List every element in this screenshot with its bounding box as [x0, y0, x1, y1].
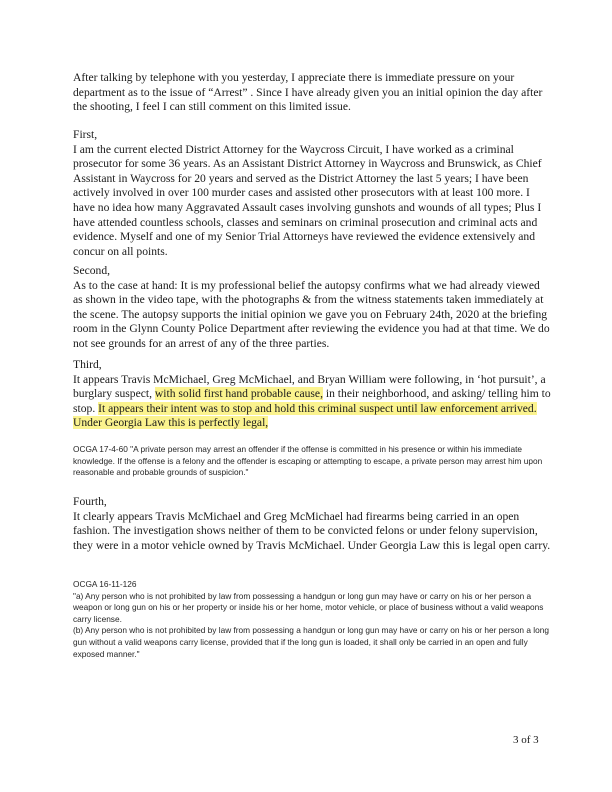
highlight-probable-cause: with solid first hand probable cause, [154, 387, 323, 401]
intro-text: After talking by telephone with you yesterday, I appreciate there is immediate pressure on your department as to the issue of “Arrest” . Since I have already given you an initial opinion the day after the shooting, I feel I can still comment on this limited issue. [73, 71, 543, 114]
first-section [73, 128, 551, 259]
third-body [73, 373, 551, 431]
statute1-text: OCGA 17-4-60 "A private person may arrest an offender if the offense is committed in his presence or within his immediate knowledge. If the offense is a felony and the offender is escaping or attempting to escape, a private person may arrest him upon reasonable and probable grounds of suspicion." [73, 444, 543, 478]
third-text-plain: It appears Travis McMichael, Greg McMichael, and Bryan William were following, in ‘hot pursuit’, a burglary suspect, [73, 372, 546, 401]
intro-paragraph [73, 71, 551, 115]
third-section [73, 358, 551, 431]
second-section [73, 264, 551, 352]
statute2-a: "a) Any person who is not prohibited by law from possessing a handgun or long gun may have or carry on his or her person a weapon or long gun on his or her property or inside his or her home, motor vehicle, or place of business without a valid weapons carry license. [73, 590, 544, 624]
first-body: I am the current elected District Attorney for the Waycross Circuit, I have worked as a criminal prosecutor for some 36 years. As an Assistant District Attorney in Waycross and Brunswick, as Chief Assistant in Waycross for 20 years and served as the District Attorney the last 5 years; I have been actively involved in over 100 murder cases and assisted other prosecutors with at least 100 more. I have no idea how many Aggravated Assault cases involving gunshots and wounds of all types; Plus I have attended countless schools, classes and seminars on criminal prosecution and criminal acts and evidence. Myself and one of my Senior Trial Attorneys have reviewed the evidence extensively and concur on all points. [73, 142, 542, 258]
second-body: As to the case at hand: It is my professional belief the autopsy confirms what we had already viewed as shown in the video tape, with the photographs & from the witness statements taken immediately at the scene. The autopsy supports the initial opinion we gave you on February 24th, 2020 at the briefing room in the Glynn County Police Department after reviewing the evidence you had at that time. We do not see grounds for an arrest of any of the three parties. [73, 278, 550, 350]
statute-16-11-126 [73, 579, 551, 660]
statute-17-4-60 [73, 444, 551, 479]
fourth-body: It clearly appears Travis McMichael and Greg McMichael had firearms being carried in an open fashion. The investigation shows neither of them to be convicted felons or under felony supervision, they were in a motor vehicle owned by Travis McMichael. Under Georgia Law this is legal open carry. [73, 509, 551, 552]
statute2-b: (b) Any person who is not prohibited by law from possessing a handgun or long gun may have or carry on his or her person a long gun without a valid weapons carry license, provided that if the long gun is loaded, it shall only be carried in an open and fully exposed manner." [73, 625, 549, 659]
second-heading: Second, [73, 264, 111, 277]
highlight-intent: It appears their intent was to stop and hold this criminal suspect until law enforcement arrived. Under Georgia Law this is perfectly legal, [73, 401, 537, 430]
first-heading: First, [73, 128, 98, 141]
fourth-section [73, 495, 551, 553]
third-text-mid: in their neighborhood, and asking/ telling him to stop. [73, 387, 551, 415]
page-number: 3 of 3 [513, 734, 539, 746]
statute2-code: OCGA 16-11-126 [73, 579, 137, 589]
fourth-heading: Fourth, [73, 495, 107, 508]
third-heading: Third, [73, 358, 102, 371]
